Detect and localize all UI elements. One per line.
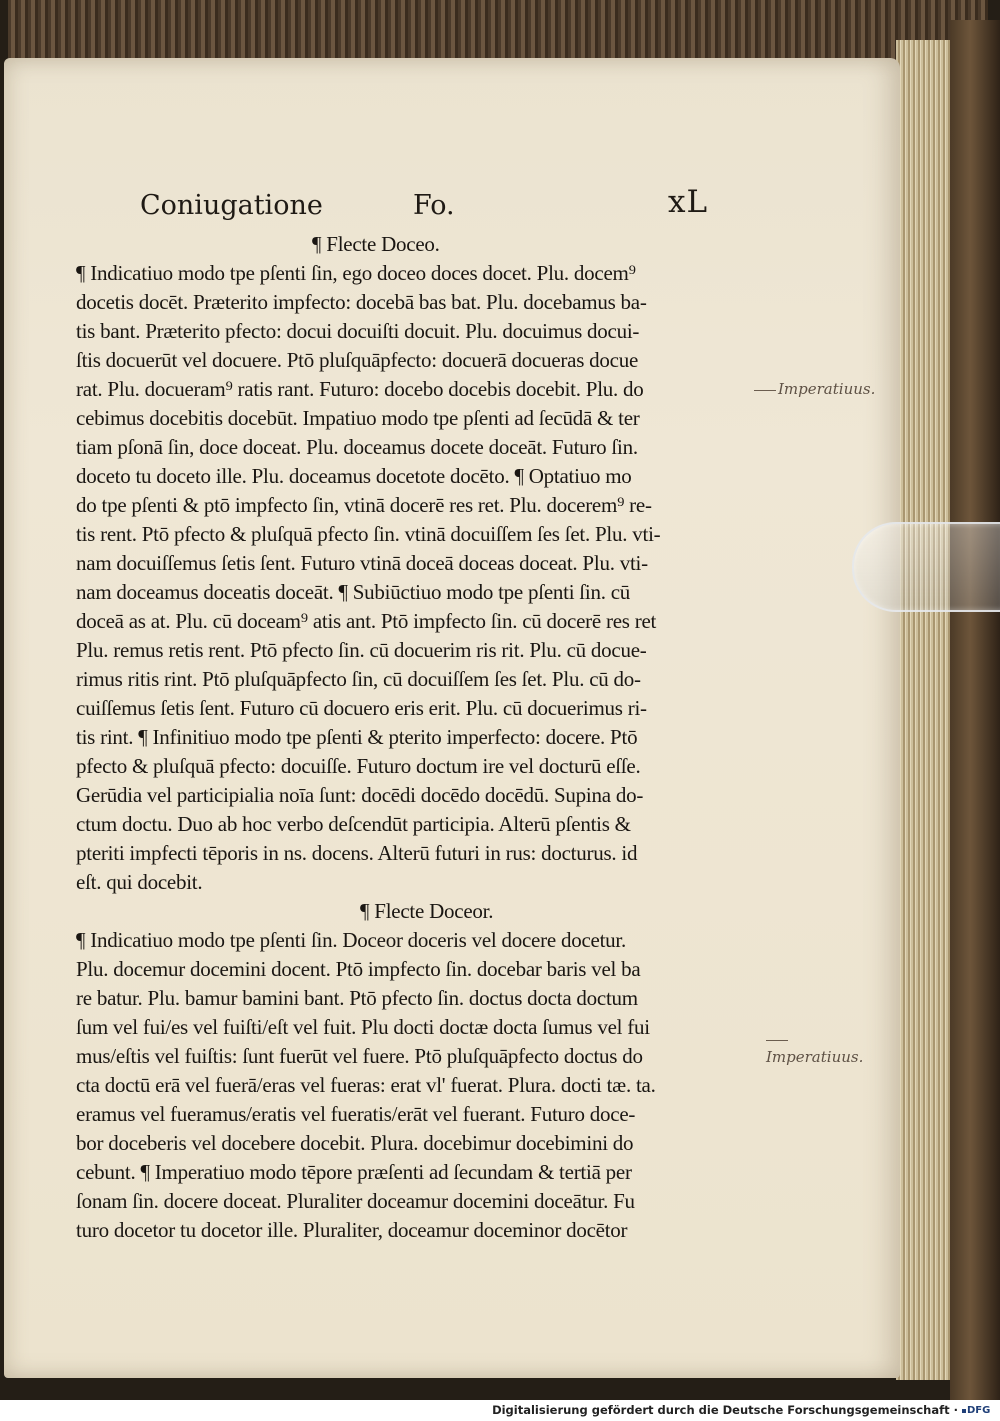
dfg-logo-text: DFG — [967, 1405, 991, 1416]
text-line: nam docuiſſemus ſetis ſent. Futuro vtinā doceā doceas doceat. Plu. vti- — [76, 551, 648, 575]
text-line: pteriti impfecti tēporis in ns. docens. Alterū futuri in rus: docturus. id — [76, 841, 638, 865]
footer-credit: Digitalisierung gefördert durch die Deutsche Forschungsgemeinschaft · — [492, 1403, 958, 1417]
text-line: tis rint. ¶ Infinitiuo modo tpe pſenti & pterito imperfecto: docere. Ptō — [76, 725, 638, 749]
text-line: Gerūdia vel participialia noīa ſunt: docēdi docēdo docēdū. Supina do- — [76, 783, 644, 807]
text-line: docetis docēt. Præterito impfecto: docebā bas bat. Plu. docebamus ba- — [76, 290, 647, 314]
text-line: cuiſſemus ſetis ſent. Futuro cū docuero eris erit. Plu. cū docuerimus ri- — [76, 696, 647, 720]
text-line: nam doceamus doceatis doceāt. ¶ Subiūctiuo modo tpe pſenti ſin. cū — [76, 580, 631, 604]
text-line: tiam pſonā ſin, doce doceat. Plu. doceamus docete doceāt. Futuro ſin. — [76, 435, 638, 459]
page-edges — [896, 40, 956, 1380]
text-line: re batur. Plu. bamur bamini bant. Ptō pfecto ſin. doctus docta doctum — [76, 986, 638, 1010]
header-folio-number: xL — [668, 184, 709, 220]
text-line: Plu. remus retis rent. Ptō pfecto ſin. cū docuerim ris rit. Plu. cū docue- — [76, 638, 647, 662]
text-line: do tpe pſenti & ptō impfecto ſin, vtinā docerē res ret. Plu. docerem⁹ re- — [76, 493, 652, 517]
text-line: ¶ Indicatiuo modo tpe pſenti ſin, ego doceo doces docet. Plu. docem⁹ — [76, 261, 636, 285]
text-line: cebunt. ¶ Imperatiuo modo tēpore præſenti ad ſecundam & tertiā per — [76, 1160, 632, 1184]
text-line: ſum vel fui/es vel fuiſti/eſt vel fuit. Plu docti doctæ docta ſumus vel fui — [76, 1015, 650, 1039]
page-text — [76, 230, 768, 1245]
text-line: rimus ritis rint. Ptō pluſquāpfecto ſin, cū docuiſſem ſes ſet. Plu. cū do- — [76, 667, 641, 691]
text-line: cebimus docebitis docebūt. Impatiuo modo tpe pſenti ad ſecūdā & ter — [76, 406, 640, 430]
text-line: tis bant. Præterito pfecto: docui docuiſti docuit. Plu. docuimus docui- — [76, 319, 640, 343]
dfg-logo-mark — [962, 1409, 966, 1413]
dfg-logo — [962, 1404, 992, 1417]
digitization-footer — [0, 1400, 1000, 1421]
text-line: ſonam ſin. docere doceat. Pluraliter doceamur docemini doceātur. Fu — [76, 1189, 635, 1213]
marginal-note — [766, 1030, 886, 1066]
text-line: eramus vel fueramus/eratis vel fueratis/erāt vel fuerant. Futuro doce- — [76, 1102, 636, 1126]
marginal-note — [754, 380, 894, 398]
note-bracket — [754, 390, 776, 391]
marginal-note-text: Imperatiuus. — [766, 1048, 864, 1066]
text-line: cta doctū erā vel fuerā/eras vel fueras: erat vl' fuerat. Plura. docti tæ. ta. — [76, 1073, 656, 1097]
header-folio-label: Fo. — [413, 190, 455, 221]
text-line: mus/eſtis vel fuiſtis: ſunt fuerūt vel fuere. Ptō pluſquāpfecto doctus do — [76, 1044, 643, 1068]
text-line: doceā as at. Plu. cū doceam⁹ atis ant. Ptō impfecto ſin. cū docerē res ret — [76, 609, 657, 633]
text-line: pfecto & pluſquā pfecto: docuiſſe. Futuro doctum ire vel docturū eſſe. — [76, 754, 641, 778]
header-title: Coniugatione — [140, 190, 323, 221]
text-line: ctum doctu. Duo ab hoc verbo deſcendūt participia. Alterū pſentis & — [76, 812, 631, 836]
text-line: ſtis docuerūt vel docuere. Ptō pluſquāpfecto: docuerā docueras docue — [76, 348, 639, 372]
running-header — [0, 184, 900, 228]
section-heading: ¶ Flecte Doceo. — [312, 232, 440, 256]
marginal-note-text: Imperatiuus. — [778, 380, 876, 398]
text-line: bor doceberis vel docebere docebit. Plura. docebimur docebimini do — [76, 1131, 634, 1155]
text-line: turo docetor tu docetor ille. Pluraliter, doceamur doceminor docētor — [76, 1218, 628, 1242]
note-bracket — [766, 1040, 788, 1041]
book-cover-edge — [950, 20, 1000, 1400]
text-line: ¶ Indicatiuo modo tpe pſenti ſin. Doceor doceris vel docere docetur. — [76, 928, 626, 952]
text-line: tis rent. Ptō pfecto & pluſquā pfecto ſin. vtinā docuiſſem ſes ſet. Plu. vti- — [76, 522, 661, 546]
text-line: rat. Plu. docueram⁹ ratis rant. Futuro: docebo docebis docebit. Plu. do — [76, 377, 644, 401]
text-line: doceto tu doceto ille. Plu. doceamus docetote docēto. ¶ Optatiuo mo — [76, 464, 632, 488]
text-line: Plu. docemur docemini docent. Ptō impfecto ſin. docebar baris vel ba — [76, 957, 641, 981]
page-clip-marker — [852, 522, 1000, 612]
section-heading: ¶ Flecte Doceor. — [360, 899, 494, 923]
text-line: eſt. qui docebit. — [76, 870, 203, 894]
